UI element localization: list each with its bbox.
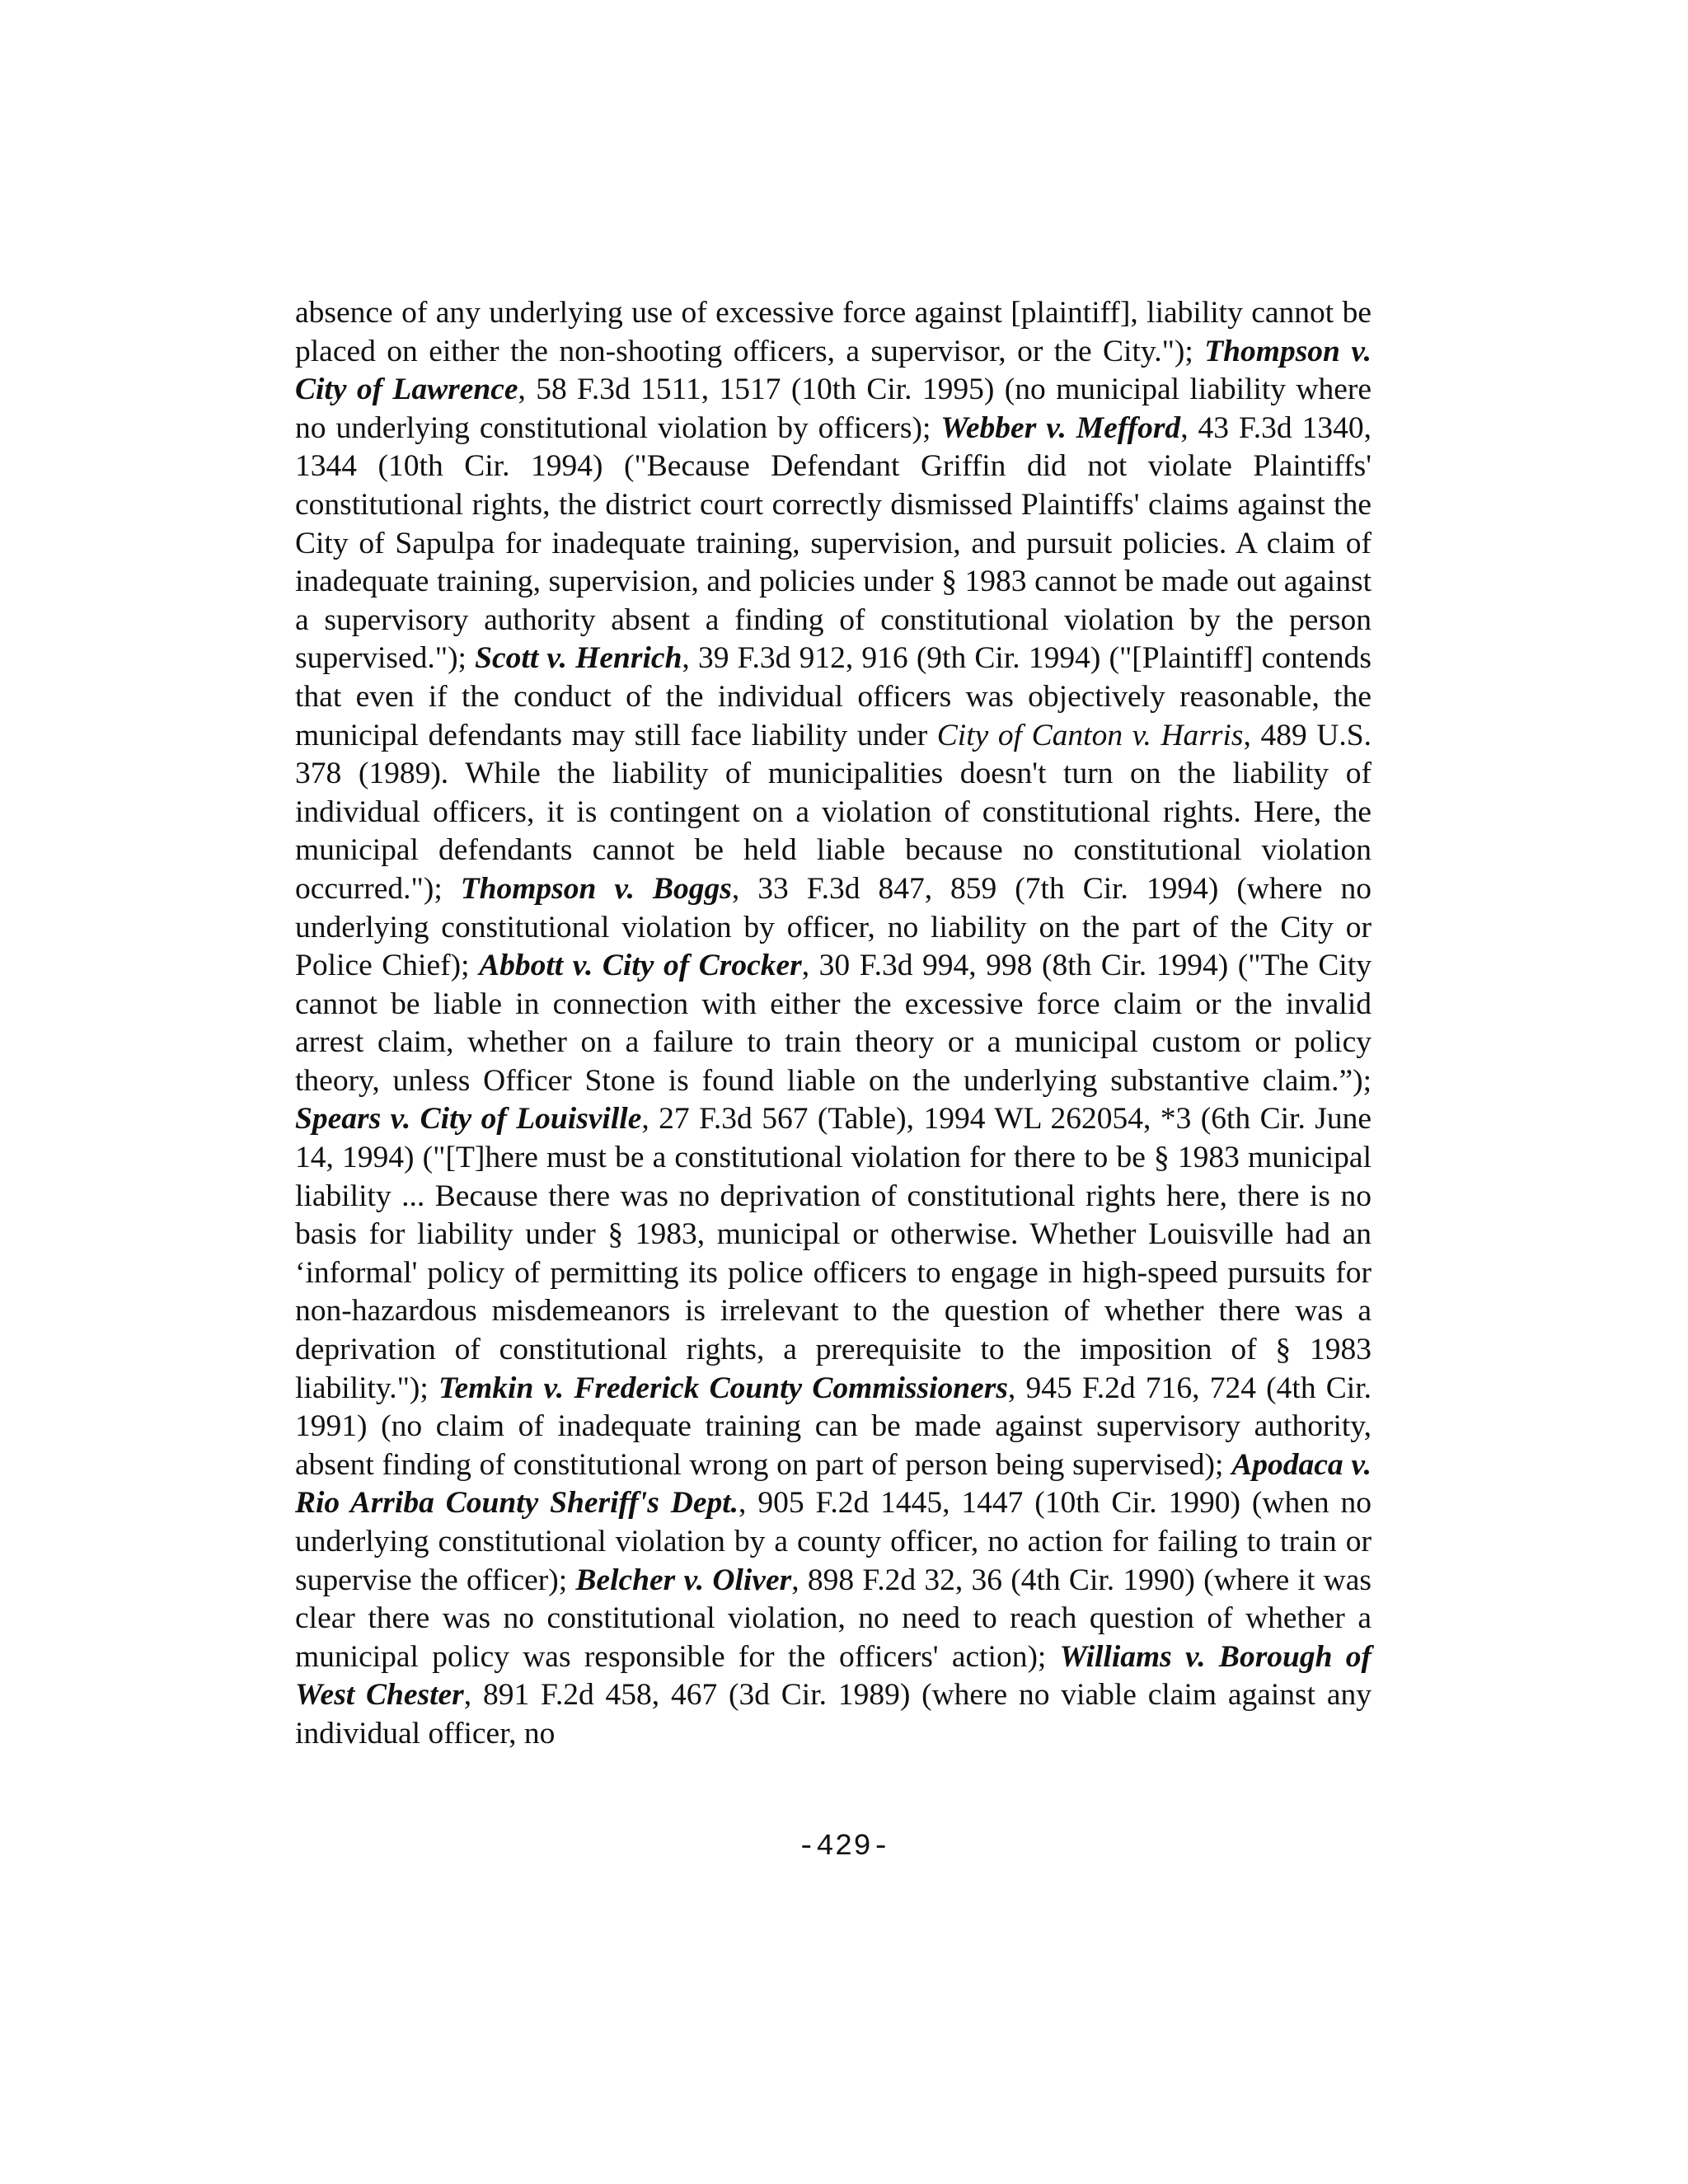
case-citation: Belcher v. Oliver <box>575 1563 792 1597</box>
case-citation: Thompson v. City of Lawrence <box>295 334 1372 407</box>
body-text-run: absence of any underlying use of excessive force against [plaintiff], liability cannot be placed on either the non-shooting officers, a supervisor, or the City."); <box>295 296 1372 368</box>
body-text-run: , 945 F.2d 716, 724 (4th Cir. 1991) (no claim of inadequate training can be made against supervisory authority, absent finding of constitutional wrong on part of person being supervised); <box>295 1371 1372 1482</box>
body-text-run: , 58 F.3d 1511, 1517 (10th Cir. 1995) (no municipal liability where no underlying constitutional violation by officers); <box>295 373 1372 445</box>
case-citation: Williams v. Borough of West Chester <box>295 1639 1372 1713</box>
case-citation: Scott v. Henrich <box>475 641 682 676</box>
body-text-run: , 43 F.3d 1340, 1344 (10th Cir. 1994) ("Because Defendant Griffin did not violate Plaintiffs' constitutional rights, the district court correctly dismissed Plaintiffs' claims against the City of Sapulpa for inadequate training, supervision, and pursuit policies. A claim of inadequate training, supervision, and policies under § 1983 cannot be made out against a supervisory authority absent a finding of constitutional violation by the person supervised."); <box>295 410 1372 676</box>
body-paragraph <box>295 294 1372 1754</box>
body-text-run: , 891 F.2d 458, 467 (3d Cir. 1989) (where no viable claim against any individual officer, no <box>295 1678 1372 1750</box>
body-text-run: , 39 F.3d 912, 916 (9th Cir. 1994) ("[Plaintiff] contends that even if the conduct of the individual officers was objectively reasonable, the municipal defendants may still face liability under <box>295 641 1372 752</box>
body-text-run: , 898 F.2d 32, 36 (4th Cir. 1990) (where it was clear there was no constitutional violation, no need to reach question of whether a municipal policy was responsible for the officers' action); <box>295 1563 1372 1674</box>
case-citation: Webber v. Mefford <box>940 410 1181 445</box>
page-number: -429- <box>797 1830 891 1863</box>
case-citation: Abbott v. City of Crocker <box>479 949 802 983</box>
case-citation: Spears v. City of Louisville <box>295 1102 642 1137</box>
body-text-run: , 27 F.3d 567 (Table), 1994 WL 262054, *3 (6th Cir. June 14, 1994) ("[T]here must be a constitutional violation for there to be § 1983 municipal liability ... Because there was no deprivation of constitutional rights here, there is no basis for liability under § 1983, municipal or otherwise. Whether Louisville had an ‘informal' policy of permitting its police officers to engage in high-speed pursuits for non-hazardous misdemeanors is irrelevant to the question of whether there was a deprivation of constitutional rights, a prerequisite to the imposition of § 1983 liability."); <box>295 1102 1372 1405</box>
body-text-run: , 905 F.2d 1445, 1447 (10th Cir. 1990) (when no underlying constitutional violation by a county officer, no action for failing to train or supervise the officer); <box>295 1486 1372 1597</box>
body-text-run: , 489 U.S. 378 (1989). While the liability of municipalities doesn't turn on the liability of individual officers, it is contingent on a violation of constitutional rights. Here, the municipal defendants cannot be held liable because no constitutional violation occurred."); <box>295 718 1372 906</box>
case-citation: Temkin v. Frederick County Commissioners <box>438 1371 1008 1405</box>
italic-case-reference: City of Canton v. Harris <box>936 718 1244 752</box>
case-citation: Thompson v. Boggs <box>460 871 732 906</box>
case-citation: Apodaca v. Rio Arriba County Sheriff's Dept. <box>295 1447 1372 1521</box>
body-text-run: , 30 F.3d 994, 998 (8th Cir. 1994) ("The City cannot be liable in connection with either the excessive force claim or the invalid arrest claim, whether on a failure to train theory or a municipal custom or policy theory, unless Officer Stone is found liable on the underlying substantive claim.”); <box>295 949 1372 1098</box>
body-text-run: , 33 F.3d 847, 859 (7th Cir. 1994) (where no underlying constitutional violation by officer, no liability on the part of the City or Police Chief); <box>295 871 1372 983</box>
